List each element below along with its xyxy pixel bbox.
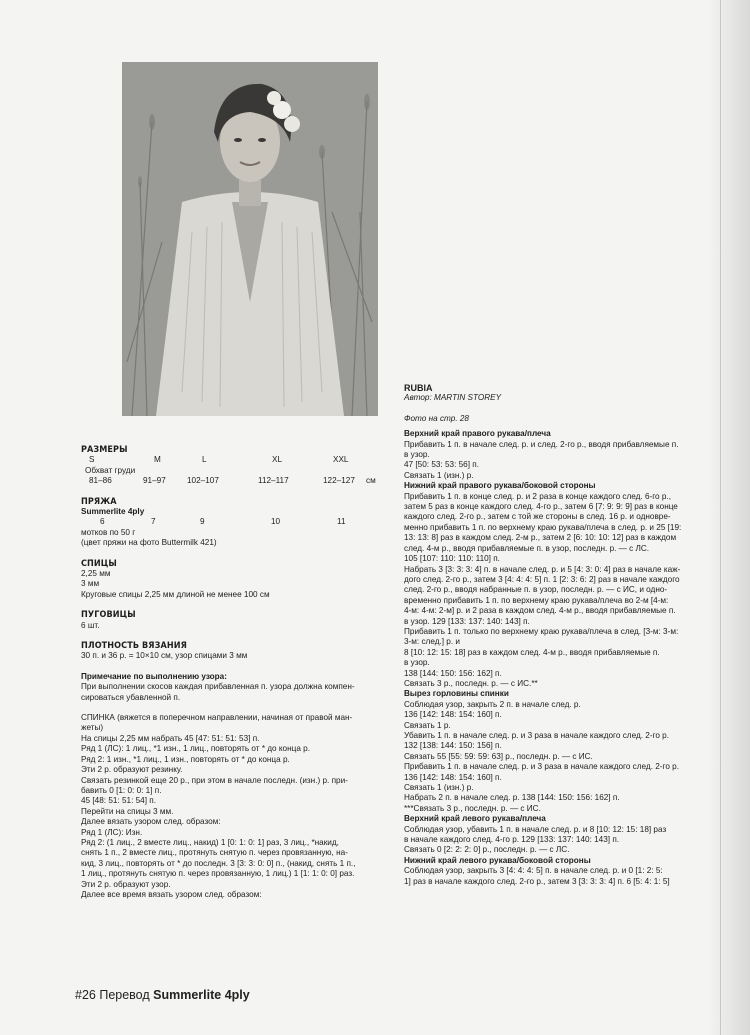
sizes-heading: РАЗМЕРЫ [81, 445, 128, 455]
instruction-line: 47 [50: 53: 53: 56] п. [404, 460, 479, 470]
right-column [404, 383, 712, 887]
chest-s: 81–86 [89, 476, 112, 486]
page-footer [75, 988, 250, 1002]
skeins-row [81, 517, 386, 527]
sizes-row [81, 455, 386, 465]
instruction-line: 136 [142: 148: 154: 160] п. [404, 710, 502, 720]
instruction-line: Набрать 3 [3: 3: 3: 4] п. в начале след. р. и 5 [4: 3: 0: 4] раз в начале каж- дого след. 2-го р., затем 3 [4: 4: 4: 5] п. 1 [2: 3: 6: 2] раз в начале каждого след. 2-го р., вводя набранные п. в узор, последн. р. — с ИС, и одно- временно прибавить 1 п. по верхнему краю рукава/плеча во 2-м [4-м: 4-м: 4-м: 2-м] р. и 2 раза в каждом след. 4-м р., вводя прибавляемые п. в узор. 129 [133: 137: 140: 143] п. [404, 564, 681, 626]
instruction-line: Прибавить 1 п. только по верхнему краю рукава/плеча в след. [3-м: 3-м: 3-м: след.] р. и [404, 626, 679, 647]
instruction-line: 132 [138: 144: 150: 156] п. [404, 741, 502, 751]
section-heading: Нижний край правого рукава/боковой стороны [404, 481, 596, 491]
size-s: S [89, 455, 95, 465]
chest-l: 102–107 [187, 476, 219, 486]
chest-xl: 112–117 [258, 476, 289, 486]
instruction-line: 105 [107: 110: 110: 110] п. [404, 554, 500, 564]
needles-heading: СПИЦЫ [81, 558, 117, 569]
instruction-line: Связать 1 (изн.) р. [404, 783, 474, 793]
skeins-s: 6 [100, 517, 105, 527]
chest-row [81, 476, 386, 486]
chest-xxl: 122–127 [323, 476, 355, 486]
body-line: Ряд 1 (ЛС): 1 лиц., *1 изн., 1 лиц., повторять от * до конца р. [81, 744, 310, 754]
size-xxl: XXL [333, 455, 349, 465]
skeins-l: 9 [200, 517, 205, 527]
instruction-line: Прибавить 1 п. в начале след. р. и след. 2-го р., вводя прибавляемые п. в узор. [404, 439, 679, 460]
instruction-line: Соблюдая узор, закрыть 3 [4: 4: 4: 5] п. в начале след. р. и 0 [1: 2: 5: 1] раз в начале каждого след. 2-го р., затем 3 [3: 3: 3: 4] п. 6 [5: 4: 1: 5] [404, 866, 670, 886]
page-number: #26 [75, 988, 96, 1002]
needle-2: 3 мм [81, 579, 100, 589]
buttons-qty: 6 шт. [81, 620, 100, 630]
body-line: 45 [48: 51: 51: 54] п. [81, 796, 156, 806]
buttons-heading: ПУГОВИЦЫ [81, 610, 136, 621]
body-line: Эти 2 р. образуют резинку. [81, 765, 183, 775]
footer-yarn: Summerlite 4ply [153, 988, 250, 1002]
body-line: Ряд 2: 1 изн., *1 лиц., 1 изн., повторять от * до конца р. [81, 754, 290, 764]
size-m: M [154, 455, 161, 465]
body-line: Связать резинкой еще 20 р., при этом в начале последн. (изн.) р. при- бавить 0 [1: 0: 0: 1] п. [81, 775, 348, 795]
body-line: СПИНКА (вяжется в поперечном направлении, начиная от правой ман- жеты) [81, 713, 353, 733]
pattern-author: Автор: MARTIN STOREY [404, 393, 502, 403]
instruction-line: 8 [10: 12: 15: 18] раз в каждом след. 4-м р., вводя прибавляемые п. в узор. [404, 647, 660, 668]
instruction-line: Прибавить 1 п. в начале след. р. и 3 раза в начале каждого след. 2-го р. [404, 762, 679, 772]
skeins-m: 7 [151, 517, 156, 527]
photo-reference: Фото на стр. 28 [404, 413, 469, 423]
body-line: Ряд 2: (1 лиц., 2 вместе лиц., накид) 1 [0: 1: 0: 1] раз, 3 лиц., *накид, снять 1 п., 2 вместе лиц., протянуть снятую п. через провязанную, на- кид, 3 лиц., повторять от * до последн. 3 [3: 3: 0: 0] п., (накид, снять 1 п., 1 лиц., протянуть снятую п. через провязанную, 1 лиц.) 1 [1: 1: 0: 0] раз. [81, 837, 356, 879]
gauge-text: 30 п. и 36 р. = 10×10 см, узор спицами 3 мм [81, 651, 248, 661]
chest-label: Обхват груди [85, 465, 136, 475]
section-heading: Вырез горловины спинки [404, 689, 509, 699]
yarn-name: Summerlite 4ply [81, 507, 145, 516]
yarn-heading: ПРЯЖА [81, 496, 117, 507]
chest-m: 91–97 [143, 476, 166, 486]
body-line: Ряд 1 (ЛС): Изн. [81, 827, 143, 837]
size-l: L [202, 455, 207, 465]
gauge-heading: ПЛОТНОСТЬ ВЯЗАНИЯ [81, 641, 187, 652]
instruction-line: Связать 0 [2: 2: 2: 0] р., последн. р. — с ЛС. [404, 845, 570, 855]
left-column [81, 445, 386, 900]
instruction-line: Убавить 1 п. в начале след. р. и 3 раза в начале каждого след. 2-го р. [404, 731, 670, 740]
yarn-color: (цвет пряжи на фото Buttermilk 421) [81, 538, 217, 548]
instruction-line: 136 [142: 148: 154: 160] п. [404, 772, 502, 782]
body-line: На спицы 2,25 мм набрать 45 [47: 51: 51: 53] п. [81, 733, 260, 743]
instruction-line: Связать 1 р. [404, 720, 451, 730]
section-heading: Верхний край правого рукава/плеча [404, 429, 551, 439]
skeins-xxl: 11 [337, 517, 346, 527]
needle-3: Круговые спицы 2,25 мм длиной не менее 100 см [81, 589, 270, 599]
instruction-line: Прибавить 1 п. в конце след. р. и 2 раза в конце каждого след. 6-го р., затем 5 раз в конце каждого след. 4-го р., затем 6 [7: 9: 9: 9] раз в конце каждого след. 2-го р., затем с той же стороны в след. 16 р. и одновре- менно прибавить 1 п. по верхнему краю рукава/плеча в след. р. и 25 [19: 13: 13: 8] раз в каждом след. 2-м р., затем 2 [6: 10: 10: 12] раз в каждом след. 4-м р., вводя прибавляемые п. в узор, последн. р. — с ЛС. [404, 491, 682, 553]
instruction-line: 138 [144: 150: 156: 162] п. [404, 668, 502, 678]
instruction-line: ***Связать 3 р., последн. р. — с ИС. [404, 803, 541, 813]
skeins-xl: 10 [271, 517, 281, 527]
instruction-line: Связать 1 (изн.) р. [404, 470, 474, 480]
instruction-line: Соблюдая узор, закрыть 2 п. в начале след. р. [404, 699, 581, 709]
model-photo [122, 62, 378, 416]
instruction-line: Набрать 2 п. в начале след. р. 138 [144: 150: 156: 162] п. [404, 793, 620, 803]
body-line: Далее вязать узором след. образом: [81, 817, 221, 827]
chest-unit: см [366, 476, 376, 486]
section-heading: Верхний край левого рукава/плеча [404, 814, 546, 824]
skeins-unit: мотков по 50 г [81, 527, 136, 537]
scan-page-edge [710, 0, 750, 1035]
pattern-title: RUBIA [404, 383, 433, 393]
section-heading: Нижний край левого рукава/боковой стороны [404, 855, 591, 865]
body-line: Эти 2 р. образуют узор. [81, 879, 171, 889]
body-line: Перейти на спицы 3 мм. [81, 806, 174, 816]
footer-label: Перевод [99, 988, 150, 1002]
instruction-line: Связать 55 [55: 59: 59: 63] р., последн. р. — с ИС. [404, 751, 593, 761]
note-heading: Примечание по выполнению узора: [81, 671, 227, 681]
size-xl: XL [272, 455, 283, 465]
needle-1: 2,25 мм [81, 569, 111, 579]
body-line: Далее все время вязать узором след. образом: [81, 889, 262, 899]
instruction-line: Связать 3 р., последн. р. — с ИС.** [404, 678, 538, 688]
instruction-line: Соблюдая узор, убавить 1 п. в начале след. р. и 8 [10: 12: 15: 18] раз в начале каждого след. 4-го р. 129 [133: 137: 140: 143] п. [404, 824, 667, 845]
note-text: При выполнении скосов каждая прибавленная п. узора должна компен- сироваться убавленной п. [81, 682, 355, 702]
